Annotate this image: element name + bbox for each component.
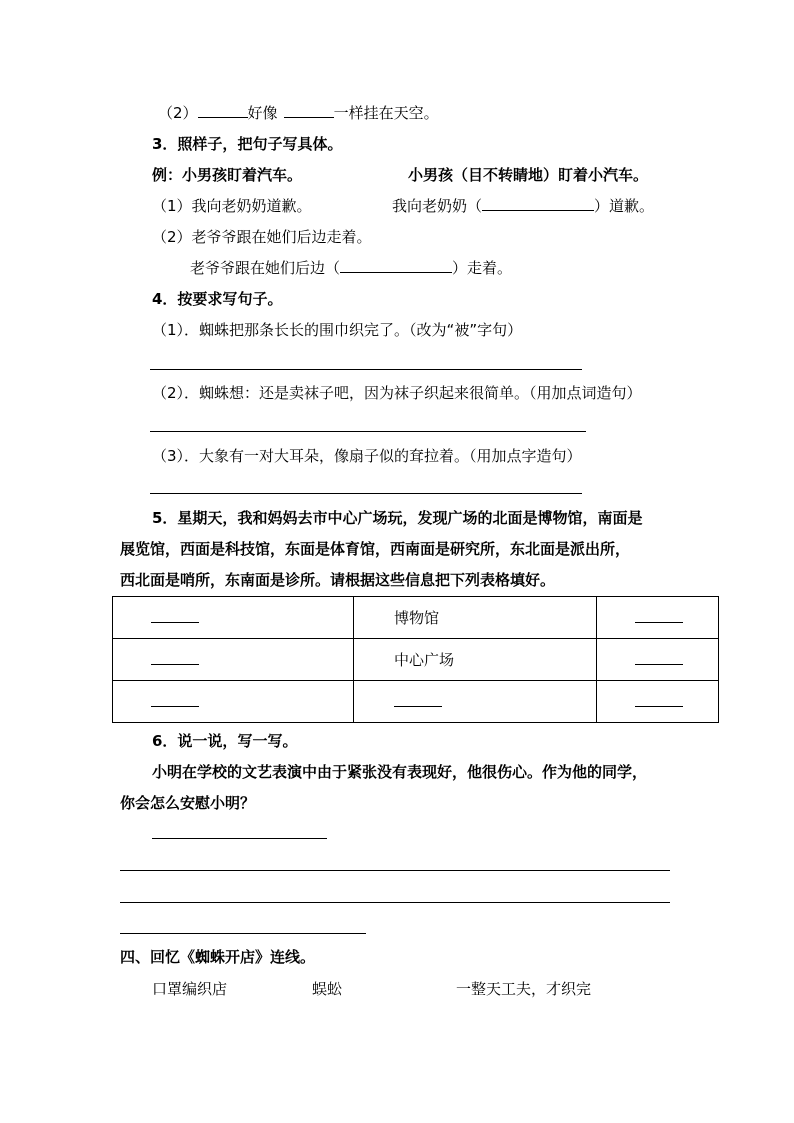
- table-cell[interactable]: [113, 681, 354, 723]
- answer-line[interactable]: [150, 493, 582, 494]
- q2-item2-mid: 好像: [247, 104, 278, 122]
- q3-item2-b-post: ）走着。: [452, 259, 513, 277]
- table-cell[interactable]: [113, 639, 354, 681]
- answer-line[interactable]: [152, 838, 327, 839]
- match-item-middle[interactable]: 蜈蚣: [312, 980, 343, 998]
- answer-blank[interactable]: [284, 103, 334, 118]
- q2-item2-suffix: 一样挂在天空。: [333, 104, 439, 122]
- answer-line[interactable]: [120, 933, 366, 934]
- table-row: [113, 639, 719, 681]
- answer-blank[interactable]: [635, 692, 683, 707]
- table-cell[interactable]: [597, 681, 719, 723]
- q4-item1: （1）．蜘蛛把那条长长的围巾织完了。（改为“被”字句）: [152, 321, 523, 339]
- q6-heading: 6．说一说，写一写。: [152, 732, 298, 750]
- q3-item2-a: （2）老爷爷跟在她们后边走着。: [152, 228, 372, 246]
- answer-blank[interactable]: [198, 103, 248, 118]
- q3-item1-right-post: ）道歉。: [594, 197, 655, 215]
- answer-blank[interactable]: [151, 650, 199, 665]
- q5-line2: 展览馆，西面是科技馆，东面是体育馆，西南面是研究所，东北面是派出所，: [120, 540, 631, 558]
- answer-blank[interactable]: [151, 692, 199, 707]
- q4-item2: （2）．蜘蛛想：还是卖袜子吧，因为袜子织起来很简单。（用加点词造句）: [152, 384, 642, 402]
- table-cell[interactable]: [354, 681, 597, 723]
- section4-heading: 四、回忆《蜘蛛开店》连线。: [120, 948, 316, 966]
- q5-line1: 5．星期天，我和妈妈去市中心广场玩，发现广场的北面是博物馆，南面是: [152, 509, 643, 527]
- table-row: [113, 597, 719, 639]
- answer-line[interactable]: [150, 369, 582, 370]
- q3-item1-right-pre: 我向老奶奶（: [392, 197, 483, 215]
- table-row: [113, 681, 719, 723]
- q2-item2: [158, 103, 439, 123]
- q2-item2-prefix: （2）: [158, 104, 198, 122]
- table-cell[interactable]: [597, 639, 719, 681]
- q3-item1-left: （1）我向老奶奶道歉。: [152, 197, 312, 215]
- q3-example-left: 例：小男孩盯着汽车。: [152, 166, 303, 184]
- table-cell[interactable]: [597, 597, 719, 639]
- q6-line1: 小明在学校的文艺表演中由于紧张没有表现好，他很伤心。作为他的同学，: [152, 763, 648, 781]
- q5-line3: 西北面是哨所，东南面是诊所。请根据这些信息把下列表格填好。: [120, 571, 556, 589]
- answer-line[interactable]: [120, 902, 670, 903]
- table-cell: 博物馆: [354, 597, 597, 639]
- answer-blank[interactable]: [635, 608, 683, 623]
- answer-blank[interactable]: [635, 650, 683, 665]
- table-cell: 中心广场: [354, 639, 597, 681]
- match-item-right[interactable]: 一整天工夫，才织完: [456, 980, 592, 998]
- answer-line[interactable]: [120, 870, 670, 871]
- answer-blank[interactable]: [151, 608, 199, 623]
- q3-example-right: 小男孩（目不转睛地）盯着小汽车。: [408, 166, 649, 184]
- q3-heading: 3．照样子，把句子写具体。: [152, 135, 343, 153]
- q3-item2-b: [190, 258, 512, 278]
- answer-blank[interactable]: [482, 196, 594, 211]
- q6-line2: 你会怎么安慰小明？: [120, 794, 256, 812]
- answer-line[interactable]: [150, 431, 586, 432]
- table-cell[interactable]: [113, 597, 354, 639]
- q4-item3: （3）．大象有一对大耳朵，像扇子似的耷拉着。（用加点字造句）: [152, 447, 582, 465]
- q3-item1-right: [392, 196, 654, 216]
- q4-heading: 4．按要求写句子。: [152, 290, 283, 308]
- answer-blank[interactable]: [394, 692, 442, 707]
- answer-blank[interactable]: [340, 258, 452, 273]
- direction-table: [112, 596, 719, 723]
- match-item-left[interactable]: 口罩编织店: [152, 980, 228, 998]
- q3-item2-b-pre: 老爷爷跟在她们后边（: [190, 259, 341, 277]
